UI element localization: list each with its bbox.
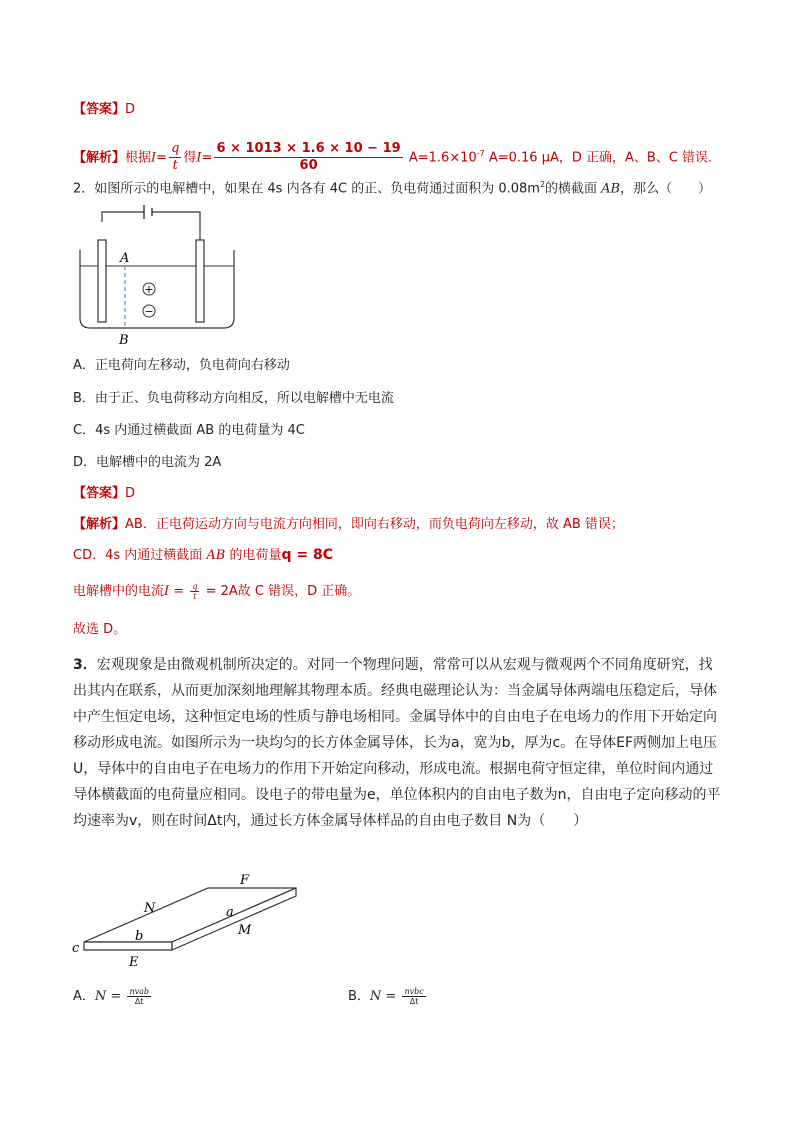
analysis-tag: 【解析】 [73, 150, 126, 166]
label-M: M [238, 923, 252, 938]
fraction-q-over-t: $\frac{q}{t}$ [171, 141, 180, 174]
label-b: b [135, 929, 144, 944]
metal-conductor-diagram [70, 870, 310, 970]
q3-option-A: A．N = $\frac{\text{nvab}}{\Delta t}$ [73, 987, 150, 1006]
label-A: A [120, 251, 130, 266]
option-D: D．电解槽中的电流为 2A [73, 455, 222, 470]
q3-option-B: B．N = $\frac{\text{nvbc}}{\Delta t}$ [348, 987, 424, 1006]
analysis-line-2: 【解析】AB．正电荷运动方向与电流方向相同，即向右移动，而负电荷向左移动，故 AB 错误； [73, 517, 624, 532]
option-B: B．由于正、负电荷移动方向相反，所以电解槽中无电流 [73, 391, 394, 406]
answer-tag: 【答案】 [73, 102, 126, 117]
electrolytic-cell-diagram [72, 200, 242, 348]
label-N: N [144, 901, 156, 916]
analysis-line-2c: 电解槽中的电流I = $\frac{q}{t}$ = 2A故 C 错误，D 正确。 [73, 582, 361, 601]
label-c: c [72, 941, 80, 956]
question-2-stem: 2．如图所示的电解槽中，如果在 4s 内各有 4C 的正、负电荷通过面积为 $0.08m^2$的横截面 AB，那么（ ） [73, 180, 712, 197]
positive-ion-label: + [144, 283, 154, 296]
fraction-current: $\frac{6 \times 1013 \times 1.6 \times 10 - 19}{60}$ [216, 141, 401, 174]
label-F: F [240, 873, 250, 888]
negative-ion-label: − [144, 305, 154, 318]
analysis-line-2b: CD．4s 内通过横截面 AB 的电荷量q = 8C [73, 547, 334, 563]
analysis-line-1: 【解析】根据I= $\frac{q}{t}$ 得I= $\frac{6 \times 1013 \times 1.6 \times 10 - 19}{60}$ $A=1.6\times 10^{-7}$ A=0.16 μA，D 正确，A、B、C 错误. [73, 141, 713, 174]
answer-line-1 [73, 101, 135, 119]
option-C: C．4s 内通过横截面 AB 的电荷量为 4C [73, 423, 305, 438]
answer-value: D [125, 102, 136, 117]
option-A: A．正电荷向左移动，负电荷向右移动 [73, 358, 290, 373]
label-a: a [226, 905, 234, 920]
label-E: E [129, 955, 139, 970]
label-B: B [119, 333, 129, 348]
question-3-stem: 3．宏观现象是由微观机制所决定的。对同一个物理问题，常常可以从宏观与微观两个不同角度研究，找出其内在联系，从而更加深刻地理解其物理本质。经典电磁理论认为：当金属导体两端电压稳定后，导体中产生恒定电场，这种恒定电场的性质与静电场相同。金属导体中的自由电子在电场力的作用下开始定向移动形成电流。如图所示为一块均匀的长方体金属导体，长为a，宽为b，厚为c。在导体EF两侧加上电压U，导体中的自由电子在电场力的作用下开始定向移动，形成电流。根据电荷守恒定律，单位时间内通过导体横截面的电荷量应相同。设电子的带电量为e，单位体积内的自由电子数为n，自由电子定向移动的平均速率为v，则在时间Δt内，通过长方体金属导体样品的自由电子数目 N为（ ） [73, 657, 721, 829]
analysis-text: 根据 [125, 150, 152, 166]
answer-line-2: 【答案】D [73, 486, 136, 501]
analysis-line-2d: 故选 D。 [73, 622, 127, 637]
